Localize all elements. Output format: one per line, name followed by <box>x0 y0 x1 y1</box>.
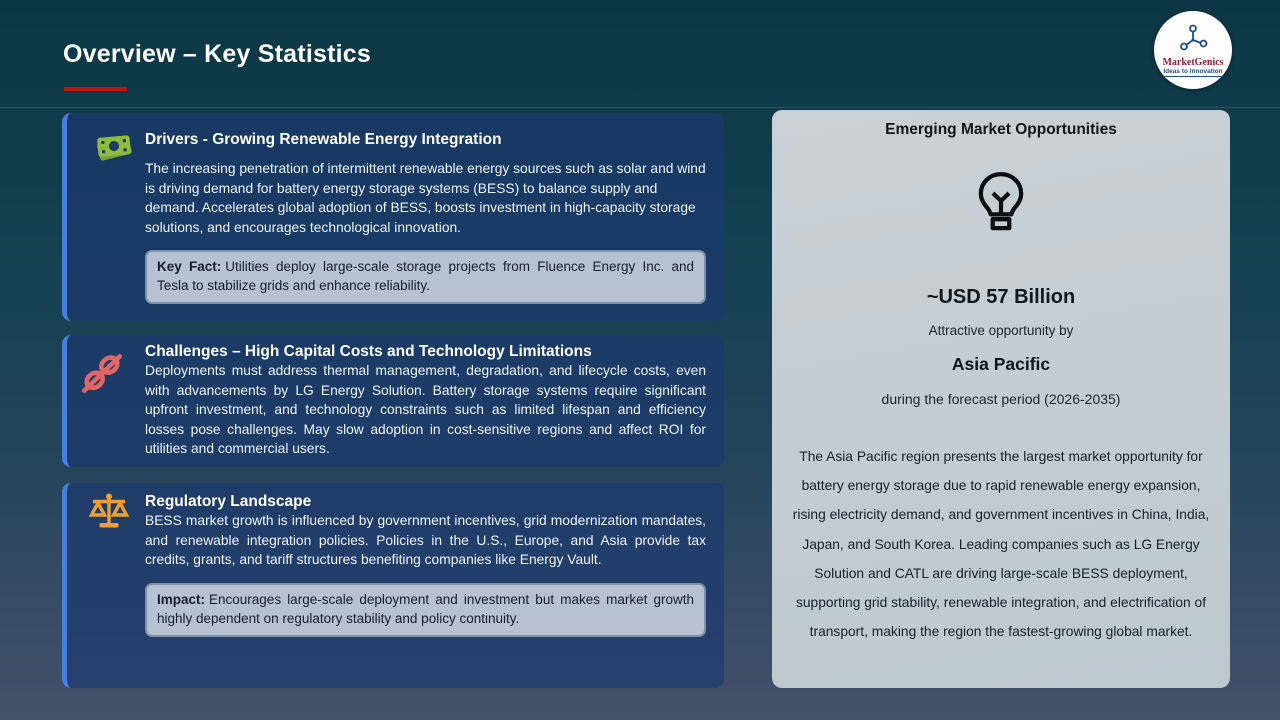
callout-text: Encourages large-scale deployment and investment but makes market growth highly dependent on regulatory stability and policy continuity. <box>157 591 694 626</box>
title-underline <box>64 87 127 91</box>
card-regulatory <box>62 483 724 688</box>
opportunity-region: Asia Pacific <box>951 354 1051 374</box>
opportunity-value: ~USD 57 Billion <box>926 286 1076 308</box>
panel-title: Emerging Market Opportunities <box>885 121 1117 138</box>
impact-callout <box>145 583 706 637</box>
opportunity-panel <box>772 110 1230 688</box>
card-body: BESS market growth is influenced by government incentives, grid modernization mandates, and renewable integration policies. Policies in the U.S., Europe, and Asia provide tax credits, grants, and tariff structures benefiting companies like Energy Vault. <box>145 513 706 568</box>
card-body: Deployments must address thermal management, degradation, and lifecycle costs, even with advancements by LG Energy Solution. Battery storage systems require significant upfront investment, and technology constraints such as limited lifespan and efficiency losses pose challenges. May slow adoption in cost-sensitive regions and affect ROI for utilities and commercial users. <box>145 363 706 457</box>
broken-link-icon <box>79 351 125 402</box>
key-fact-callout <box>145 250 706 304</box>
card-drivers <box>62 113 724 321</box>
page-title: Overview – Key Statistics <box>63 40 371 68</box>
callout-label: Key Fact: <box>157 259 222 275</box>
opportunity-period: during the forecast period (2026-2035) <box>881 391 1121 407</box>
logo <box>1154 11 1232 89</box>
opportunity-description: The Asia Pacific region presents the largest market opportunity for battery energy storage due to rapid renewable energy expansion, rising electricity demand, and government incentives in China, India, Japan, and South Korea. Leading companies such as LG Energy Solution and CATL are driving large-scale BESS deployment, supporting grid stability, renewable integration, and electrification of transport, making the region the fastest-growing global market. <box>792 449 1210 640</box>
molecule-icon <box>1178 23 1208 56</box>
header-divider <box>0 107 1280 108</box>
card-title: Regulatory Landscape <box>145 493 312 510</box>
callout-text: Utilities deploy large-scale storage projects from Fluence Energy Inc. and Tesla to stabilize grids and enhance reliability. <box>157 259 694 294</box>
scales-icon <box>87 492 131 539</box>
logo-tagline: Ideas to Innovation <box>1163 68 1223 75</box>
callout-label: Impact: <box>157 591 206 607</box>
lightbulb-icon <box>772 170 1230 234</box>
card-title: Challenges – High Capital Costs and Technology Limitations <box>145 343 592 360</box>
opportunity-subtitle: Attractive opportunity by <box>928 323 1074 338</box>
logo-name: MarketGenics <box>1162 57 1224 68</box>
card-body: The increasing penetration of intermittent renewable energy sources such as solar and wind is driving demand for battery energy storage systems (BESS) to balance supply and demand. Accelerates global adoption of BESS, boosts investment in high-capacity storage solutions, and encourages technological innovation. <box>145 161 706 235</box>
card-title: Drivers - Growing Renewable Energy Integration <box>145 131 502 148</box>
card-challenges <box>62 335 724 467</box>
money-banknote-icon <box>93 129 135 170</box>
